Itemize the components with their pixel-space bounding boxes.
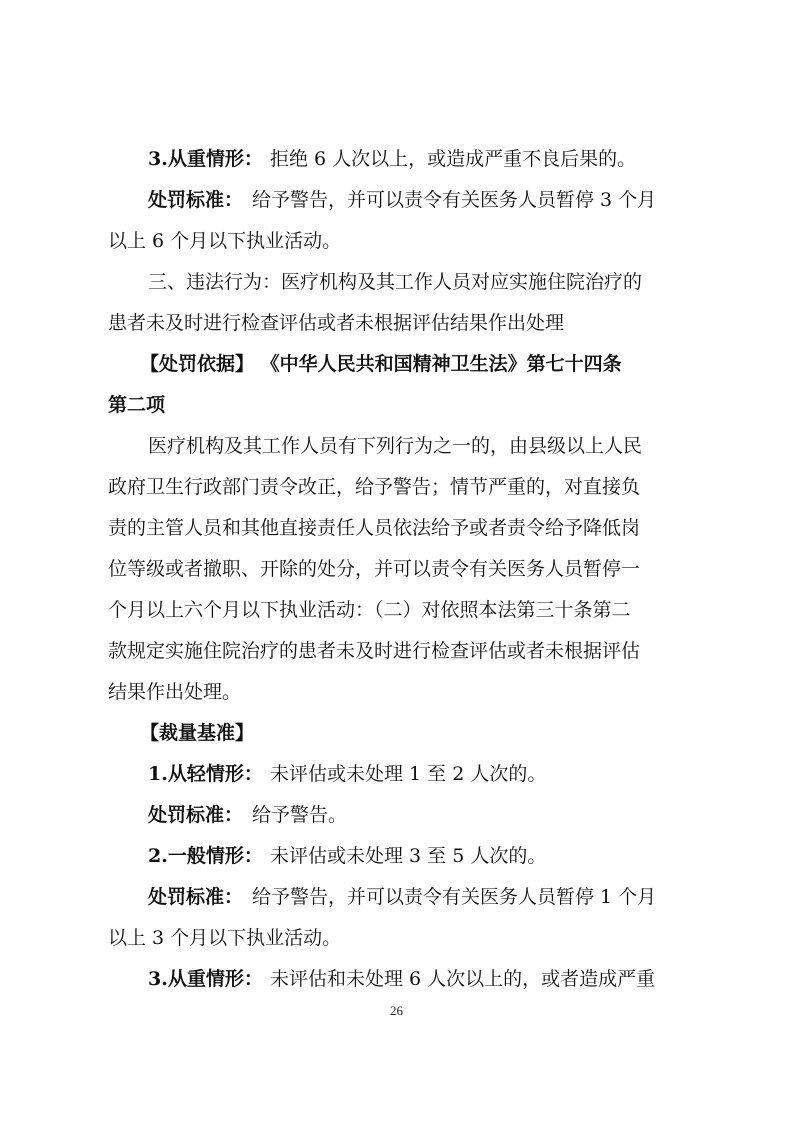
penalty-standard-text: 给予警告，并可以责令有关医务人员暂停 3 个月 [252,189,657,211]
law-text-line-5: 个月以上六个月以下执业活动：（二）对依照本法第三十条第二 [108,599,631,621]
severe-case-2-label: 3.从重情形： [148,968,263,990]
general-case-label: 2.一般情形： [148,845,263,867]
severe-case-text: 拒绝 6 人次以上，或造成严重不良后果的。 [270,148,637,170]
violation-heading-cont: 患者未及时进行检查评估或者未根据评估结果作出处理 [108,312,565,334]
general-case-text: 未评估或未处理 3 至 5 人次的。 [270,845,547,867]
law-text-line-1: 医疗机构及其工作人员有下列行为之一的，由县级以上人民 [148,435,643,457]
law-text-line-3: 责的主管人员和其他直接责任人员依法给予或者责令给予降低岗 [108,517,641,539]
general-penalty-label: 处罚标准： [148,886,244,908]
light-penalty-label: 处罚标准： [148,804,244,826]
law-text-line-6: 款规定实施住院治疗的患者未及时进行检查评估或者未根据评估 [108,640,641,662]
law-text-line-2: 政府卫生行政部门责令改正，给予警告；情节严重的，对直接负 [108,476,641,498]
legal-basis-heading: 【处罚依据】 《中华人民共和国精神卫生法》第七十四条 [140,353,622,375]
violation-heading: 三、违法行为：医疗机构及其工作人员对应实施住院治疗的 [148,271,643,293]
penalty-standard-text-cont: 以上 6 个月以下执业活动。 [108,230,342,252]
penalty-standard-label: 处罚标准： [148,189,244,211]
severe-case-label: 3.从重情形： [148,148,263,170]
legal-basis-heading-cont: 第二项 [108,394,166,416]
general-penalty-text: 给予警告，并可以责令有关医务人员暂停 1 个月 [252,886,657,908]
severe-case-2-text: 未评估和未处理 6 人次以上的，或者造成严重 [270,968,656,990]
discretion-heading: 【裁量基准】 [140,722,255,744]
general-penalty-text-cont: 以上 3 个月以下执业活动。 [108,927,342,949]
light-case-label: 1.从轻情形： [148,763,263,785]
light-penalty-text: 给予警告。 [252,804,348,826]
law-text-line-4: 位等级或者撤职、开除的处分，并可以责令有关医务人员暂停一 [108,558,641,580]
light-case-text: 未评估或未处理 1 至 2 人次的。 [270,763,547,785]
page-number: 26 [390,1003,403,1018]
law-text-line-7: 结果作出处理。 [108,681,242,703]
